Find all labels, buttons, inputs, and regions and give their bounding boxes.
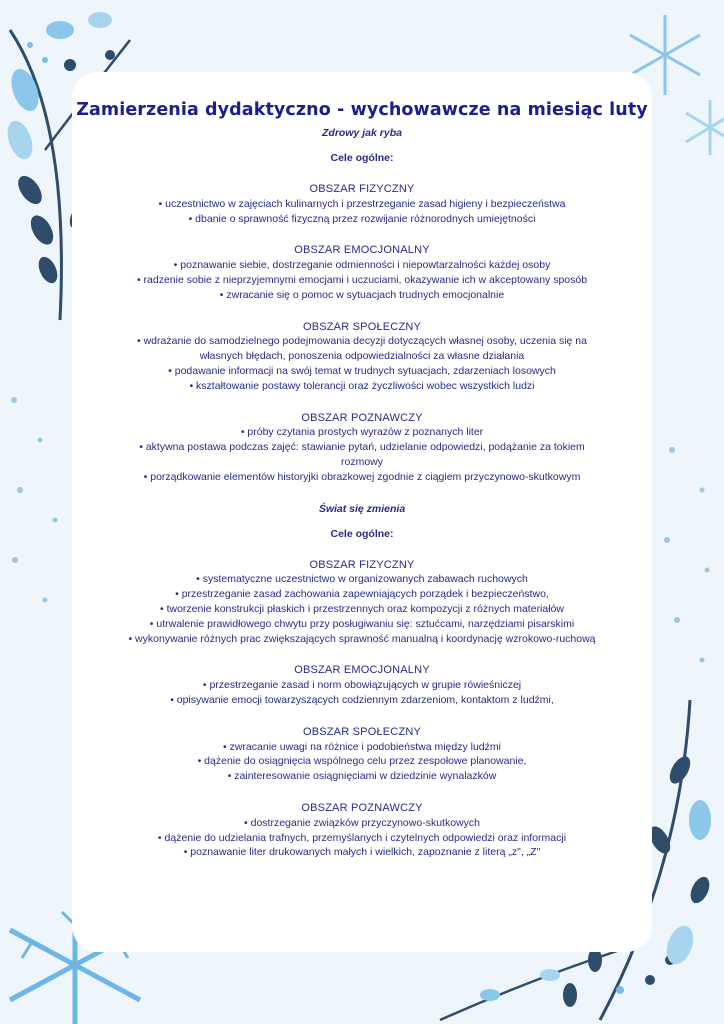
goal-item: • przestrzeganie zasad i norm obowiązujących w grupie rówieśniczej <box>202 679 522 692</box>
area-heading: OBSZAR POZNAWCZY <box>301 411 423 424</box>
area-heading: OBSZAR FIZYCZNY <box>309 183 415 195</box>
goals-heading: Cele ogólne: <box>330 152 394 164</box>
goal-item: • porządkowanie elementów historyjki obrazkowej zgodnie z ciągiem przyczynowo-skutkowym <box>143 470 581 483</box>
area-section <box>72 725 652 784</box>
topic-block <box>72 502 652 861</box>
goal-item: • zwracanie się o pomoc w sytuacjach trudnych emocjonalnie <box>219 288 505 301</box>
goal-item: • wdrażanie do samodzielnego podejmowania decyzji dotyczących własnej osoby, uczenia się na własnych błędach, ponoszenia odpowiedzialności za własne działania <box>137 335 587 363</box>
goals-heading: Cele ogólne: <box>330 527 394 540</box>
goal-item: • utrwalenie prawidłowego chwytu przy posługiwaniu się: sztućcami, narzędziami pisarskimi <box>149 617 575 630</box>
area-section <box>72 182 652 226</box>
area-section <box>72 558 652 647</box>
area-section <box>72 801 652 860</box>
snow-dots-left-decoration <box>0 380 72 640</box>
topic-subtitle: Zdrowy jak ryba <box>322 127 402 139</box>
area-heading: OBSZAR POZNAWCZY <box>301 801 423 814</box>
page-title: Zamierzenia dydaktyczno - wychowawcze na miesiąc luty <box>76 100 648 120</box>
goal-item: • systematyczne uczestnictwo w organizowanych zabawach ruchowych <box>196 573 528 586</box>
goal-item: • zainteresowanie osiągnięciami w dziedzinie wynalazków <box>227 770 497 783</box>
goal-item: • kształtowanie postawy tolerancji oraz życzliwości wobec wszystkich ludzi <box>189 379 535 392</box>
goal-item: • aktywna postawa podczas zajęć: stawianie pytań, udzielanie odpowiedzi, podążanie za tokiem rozmowy <box>139 441 585 468</box>
goal-item: • podawanie informacji na swój temat w trudnych sytuacjach, zdarzeniach losowych <box>168 364 556 377</box>
goal-item: • zwracanie uwagi na różnice i podobieństwa między ludźmi <box>223 740 501 753</box>
goal-item: • uczestnictwo w zajęciach kulinarnych i przestrzeganie zasad higieny i bezpieczeństwa <box>158 197 566 210</box>
area-heading: OBSZAR EMOCJONALNY <box>294 664 430 677</box>
goal-item: • wykonywanie różnych prac zwiększających sprawność manualną i koordynację wzrokowo-ruchową <box>128 632 596 645</box>
snow-dots-right-decoration <box>652 420 724 680</box>
goal-item: • przestrzeganie zasad zachowania zapewniających porządek i bezpieczeństwo, <box>175 588 549 601</box>
goal-item: • tworzenie konstrukcji płaskich i przestrzennych oraz kompozycji z różnych materiałów <box>160 602 564 615</box>
area-heading: OBSZAR EMOCJONALNY <box>294 244 430 257</box>
foliage-bottom-center-decoration <box>420 940 640 1024</box>
goal-item: • opisywanie emocji towarzyszących codziennym zdarzeniom, kontaktom z ludźmi, <box>170 693 554 706</box>
area-heading: OBSZAR SPOŁECZNY <box>302 725 422 738</box>
goal-item: • próby czytania prostych wyrazów z poznanych liter <box>240 426 484 439</box>
goal-item: • poznawanie siebie, dostrzeganie odmienności i niepowtarzalności każdej osoby <box>173 259 551 272</box>
topic-block <box>72 126 652 485</box>
goal-item: • dostrzeganie związków przyczynowo-skutkowych <box>244 816 480 829</box>
goal-item: • dążenie do udzielania trafnych, przemyślanych i czytelnych odpowiedzi oraz informacji <box>157 831 567 844</box>
area-section <box>72 243 652 302</box>
area-heading: OBSZAR FIZYCZNY <box>309 558 415 571</box>
area-section <box>72 411 652 485</box>
goal-item: • dbanie o sprawność fizyczną przez rozwijanie różnorodnych umiejętności <box>188 212 536 225</box>
goal-item: • poznawanie liter drukowanych małych i wielkich, zapoznanie z literą „z", „Z" <box>183 846 541 859</box>
goal-item: • radzenie sobie z nieprzyjemnymi emocjami i uczuciami, okazywanie ich w akceptowany sposób <box>136 273 588 286</box>
document-content <box>72 100 652 877</box>
area-section <box>72 663 652 707</box>
goal-item: • dążenie do osiągnięcia wspólnego celu przez zespołowe planowanie, <box>197 755 527 768</box>
area-section <box>72 320 652 394</box>
area-heading: OBSZAR SPOŁECZNY <box>302 320 422 333</box>
topic-subtitle: Świat się zmienia <box>318 502 406 515</box>
